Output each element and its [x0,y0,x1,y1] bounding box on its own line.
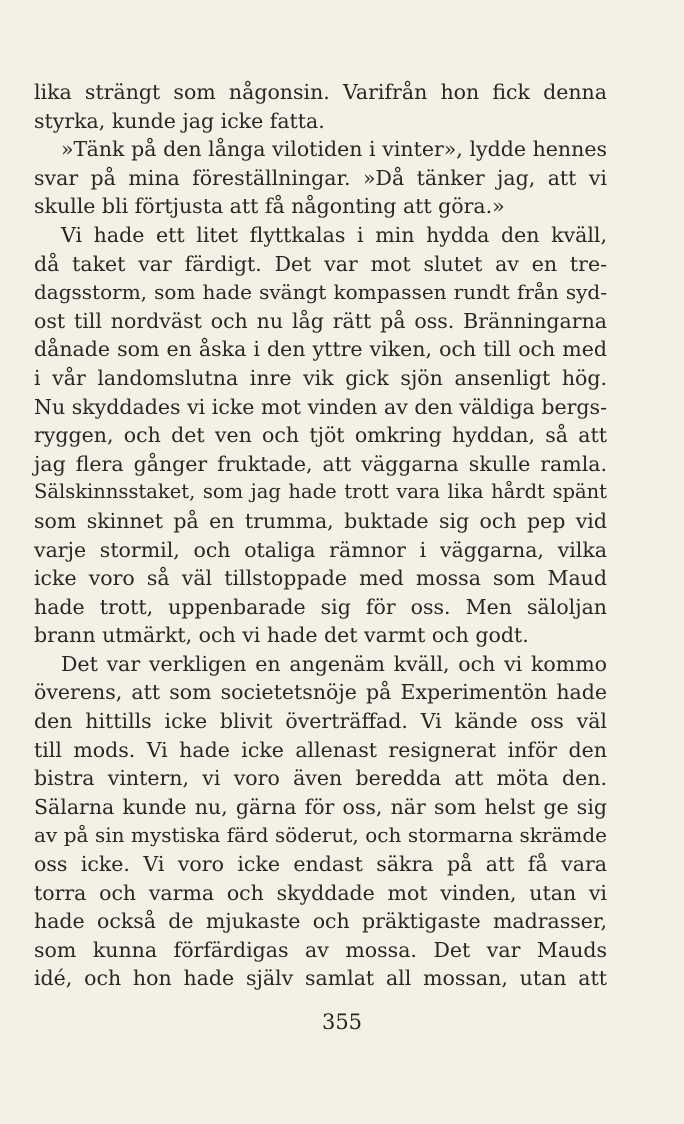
text-line: bistra vintern, vi voro även beredda att möta den. [34,766,607,791]
text-line: dånade som en åska i den yttre viken, och till och med [34,337,607,362]
text-line: Vi hade ett litet flyttkalas i min hydda den kväll, [61,222,607,247]
text-line: skulle bli förtjusta att få någonting att göra.» [34,194,505,219]
text-line: av på sin mystiska färd söderut, och stormarna skrämde [34,823,607,848]
text-line: överens, att som societetsnöje på Experimentön hade [34,680,607,705]
text-line: oss icke. Vi voro icke endast säkra på att få vara [34,852,607,877]
text-line: som kunna förfärdigas av mossa. Det var Mauds [34,937,607,962]
text-line: ryggen, och det ven och tjöt omkring hyddan, så att [34,423,607,448]
text-line: styrka, kunde jag icke fatta. [34,108,325,133]
text-line: ost till nordväst och nu låg rätt på oss. Bränningarna [34,308,607,333]
text-line: hade trott, uppenbarade sig för oss. Men säloljan [34,594,607,619]
text-line: jag flera gånger fruktade, att väggarna skulle ramla. [34,451,607,476]
body-text [34,78,607,993]
text-line: brann utmärkt, och vi hade det varmt och godt. [34,623,529,648]
text-line: varje stormil, och otaliga rämnor i väggarna, vilka [34,537,607,562]
text-line: svar på mina föreställningar. »Då tänker jag, att vi [34,165,607,190]
text-line: då taket var färdigt. Det var mot slutet av en tre- [34,251,607,276]
text-line: i vår landomslutna inre vik gick sjön ansenligt hög. [34,365,607,390]
text-line: Sälskinnsstaket, som jag hade trott vara lika hårdt spänt [34,480,607,504]
text-line: lika strängt som någonsin. Varifrån hon fick denna [34,80,607,104]
text-line: som skinnet på en trumma, buktade sig och pep vid [34,508,607,533]
text-line: dagsstorm, som hade svängt kompassen rundt från syd- [34,280,607,305]
text-line: torra och varma och skyddade mot vinden, utan vi [34,880,607,905]
text-line: till mods. Vi hade icke allenast resignerat inför den [34,737,607,762]
text-line: hade också de mjukaste och präktigaste madrasser, [34,909,607,934]
page-number: 355 [321,1010,363,1034]
text-line: »Tänk på den långa vilotiden i vinter», lydde hennes [61,137,607,162]
text-line: Nu skyddades vi icke mot vinden av den väldiga bergs- [34,394,607,419]
text-line: Sälarna kunde nu, gärna för oss, när som helst ge sig [34,794,607,819]
text-line: idé, och hon hade själv samlat all mossan, utan att [34,966,607,991]
text-line: den hittills icke blivit överträffad. Vi kände oss väl [34,709,607,734]
text-line: icke voro så väl tillstoppade med mossa som Maud [34,566,607,591]
text-line: Det var verkligen en angenäm kväll, och vi kommo [61,651,607,676]
